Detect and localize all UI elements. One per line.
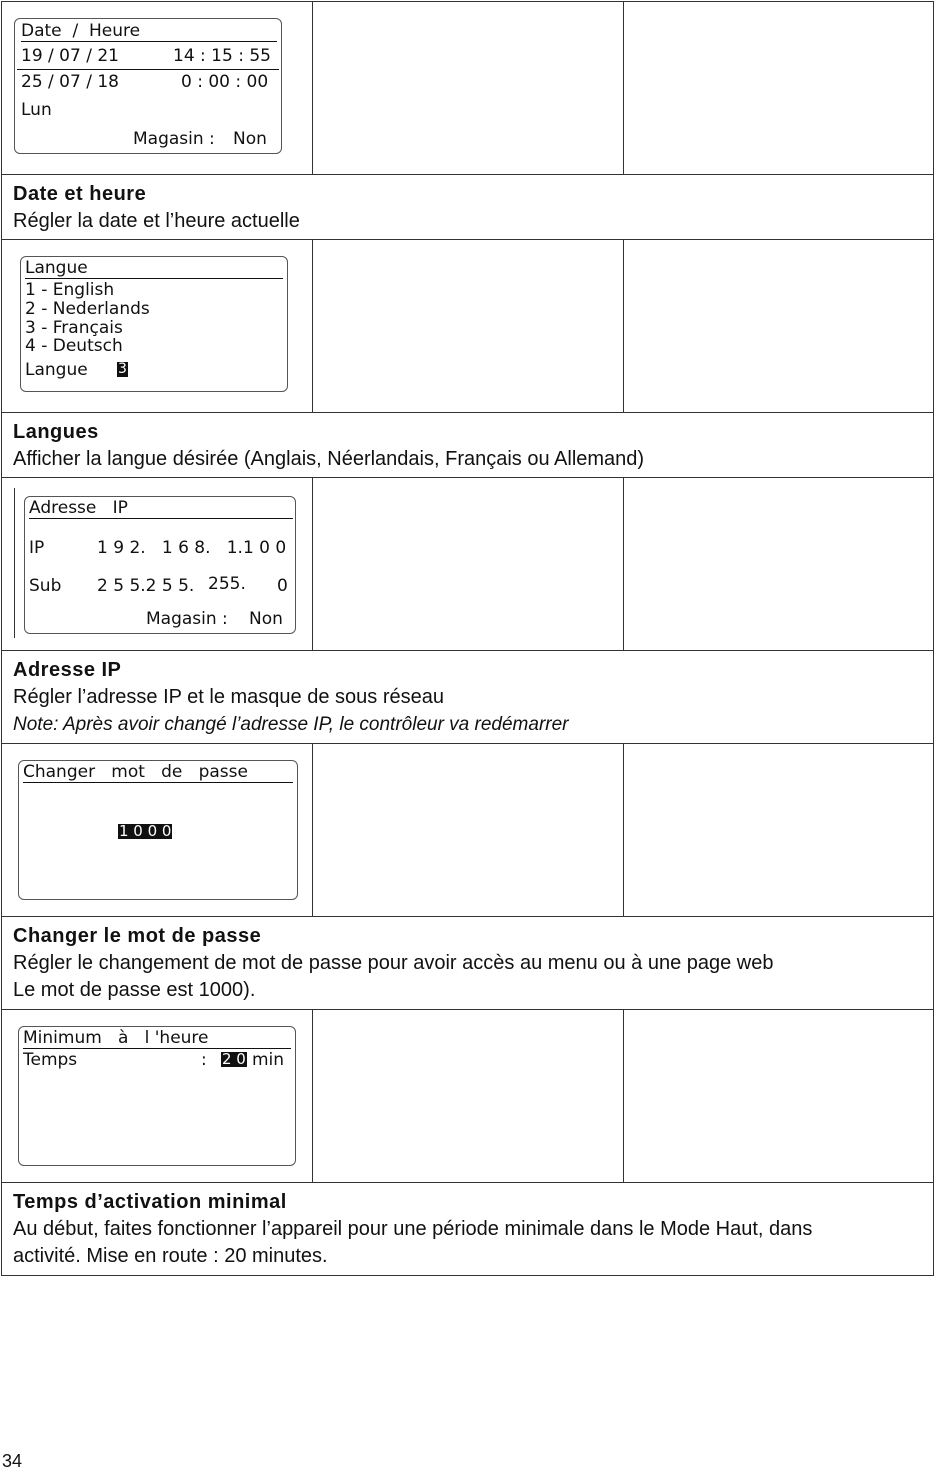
subnet-value: 0 [277, 576, 288, 596]
password-value: 1 0 0 0 [119, 822, 172, 840]
language-label: Langue [25, 360, 88, 380]
lcd-date-time [14, 18, 282, 154]
desc-row-date [2, 175, 934, 240]
lcd-min-time [18, 1026, 296, 1166]
language-option: 3 - Français [25, 318, 123, 338]
section-title: Langues [13, 421, 99, 443]
empty-cell [624, 2, 934, 175]
section-text: activité. Mise en route : 20 minutes. [13, 1245, 328, 1267]
section-text: Régler l’adresse IP et le masque de sous réseau [13, 686, 444, 708]
empty-cell [313, 478, 624, 651]
time-set: 0 : 00 : 00 [181, 72, 269, 92]
empty-cell [313, 1010, 624, 1183]
ip-label: IP [29, 538, 45, 558]
section-text: Régler le changement de mot de passe pour avoir accès au menu ou à une page web [13, 952, 774, 974]
language-option: 4 - Deutsch [25, 336, 123, 356]
language-option: 2 - Nederlands [25, 299, 150, 319]
language-value: 3 [118, 361, 127, 377]
lcd-language [20, 256, 288, 392]
empty-cell [624, 744, 934, 917]
section-text: Régler la date et l’heure actuelle [13, 210, 300, 232]
lcd-ip-address [24, 496, 296, 634]
screen-cell [2, 2, 313, 175]
section-title: Date et heure [13, 183, 147, 205]
time-value: 2 0 [222, 1050, 246, 1068]
section-text: Le mot de passe est 1000). [13, 979, 256, 1001]
lcd-divider [17, 69, 279, 70]
time-current: 14 : 15 : 55 [173, 46, 271, 66]
screen-cell [2, 744, 313, 917]
language-option: 1 - English [25, 280, 115, 300]
magasin-label: Magasin : [146, 609, 228, 629]
section-note: Note: Après avoir changé l’adresse IP, le contrôleur va redémarrer [13, 714, 569, 735]
desc-row-language [2, 413, 934, 478]
section-title: Temps d’activation minimal [13, 1191, 287, 1213]
time-unit: min [252, 1050, 285, 1070]
page-number: 34 [2, 1451, 23, 1471]
settings-table [1, 1, 934, 1276]
subnet-label: Sub [29, 576, 62, 596]
screen-cell [2, 240, 313, 413]
empty-cell [624, 240, 934, 413]
screen-row-password [2, 744, 934, 917]
section-title: Changer le mot de passe [13, 925, 262, 947]
subnet-value: 255. [208, 574, 246, 594]
magasin-value: Non [249, 609, 283, 629]
lcd-header: Date / Heure [21, 21, 277, 42]
description-cell [2, 175, 934, 240]
screen-row-ip [2, 478, 934, 651]
screen-cell [2, 1010, 313, 1183]
lcd-header: Adresse IP [29, 498, 293, 519]
time-colon: : [201, 1050, 207, 1070]
lcd-header: Minimum à l 'heure [23, 1028, 291, 1049]
subnet-value: 2 5 5.2 5 5. [97, 576, 195, 596]
left-rule [14, 488, 15, 638]
desc-row-min-time [2, 1183, 934, 1276]
desc-row-ip [2, 651, 934, 744]
empty-cell [313, 744, 624, 917]
lcd-header: Langue [25, 258, 283, 279]
screen-row-language [2, 240, 934, 413]
empty-cell [624, 1010, 934, 1183]
date-current: 19 / 07 / 21 [21, 46, 119, 66]
empty-cell [313, 2, 624, 175]
lcd-header: Changer mot de passe [23, 762, 293, 783]
magasin-label: Magasin : [133, 129, 215, 149]
empty-cell [624, 478, 934, 651]
time-label: Temps [23, 1050, 78, 1070]
lcd-password [18, 760, 298, 900]
description-cell [2, 917, 934, 1010]
screen-cell [2, 478, 313, 651]
section-text: Afficher la langue désirée (Anglais, Néerlandais, Français ou Allemand) [13, 448, 645, 470]
section-text: Au début, faites fonctionner l’appareil pour une période minimale dans le Mode Haut, dans [13, 1218, 813, 1240]
description-cell [2, 651, 934, 744]
description-cell [2, 413, 934, 478]
date-set: 25 / 07 / 18 [21, 72, 119, 92]
ip-value: 1 9 2. 1 6 8. 1.1 0 0 [97, 538, 287, 558]
screen-row-date [2, 2, 934, 175]
description-cell [2, 1183, 934, 1276]
section-title: Adresse IP [13, 659, 122, 681]
screen-row-min-time [2, 1010, 934, 1183]
desc-row-password [2, 917, 934, 1010]
magasin-value: Non [233, 129, 267, 149]
empty-cell [313, 240, 624, 413]
day-label: Lun [21, 100, 52, 120]
